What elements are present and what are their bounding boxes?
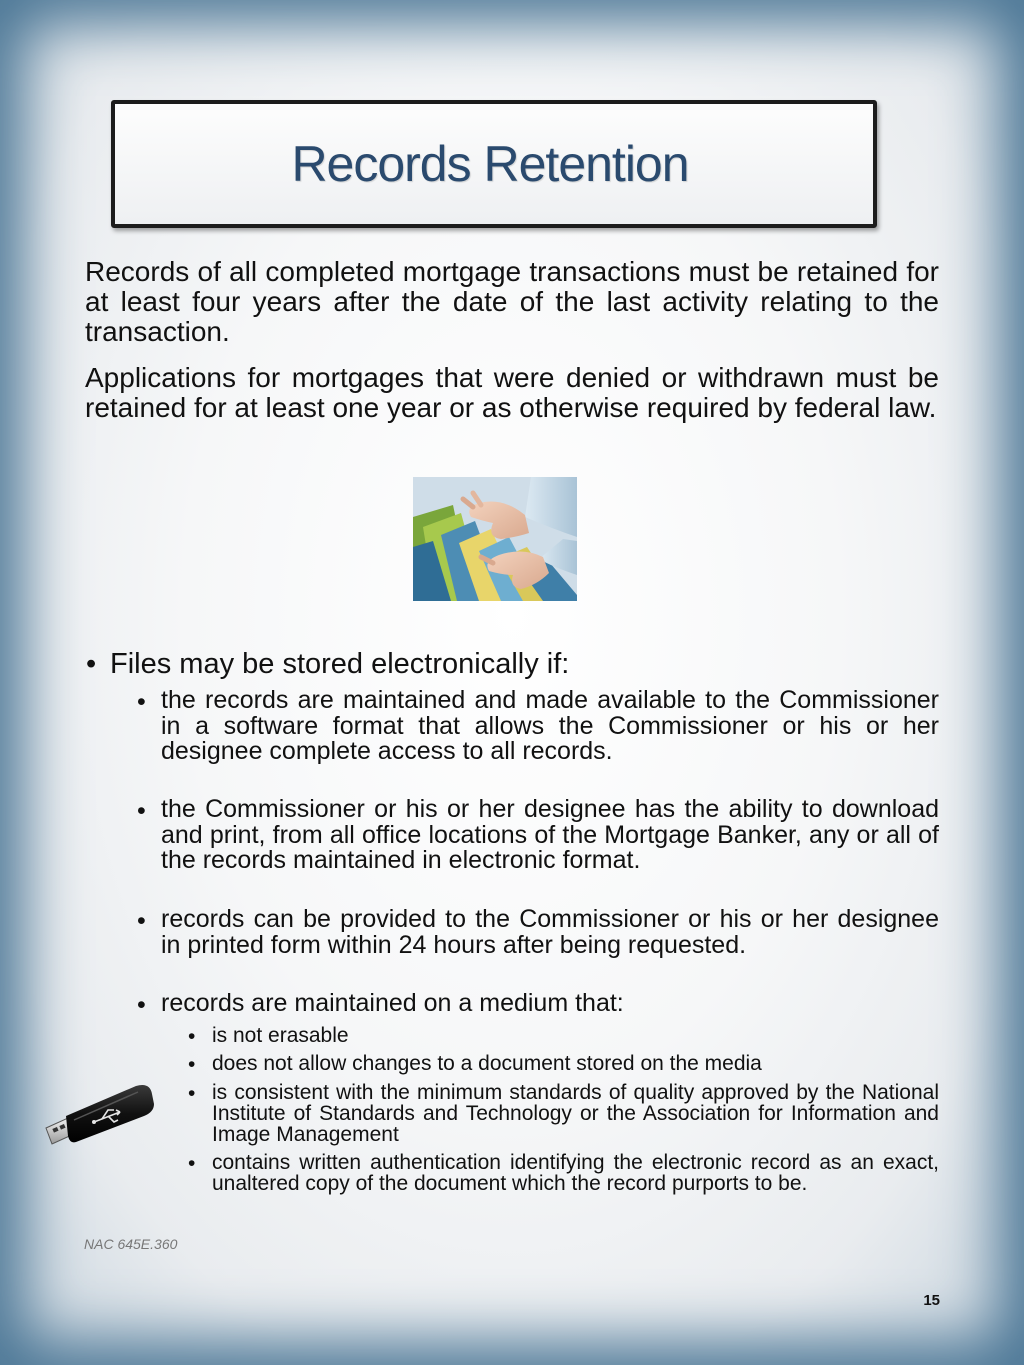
sub-bullet-medium: records are maintained on a medium that: (161, 989, 624, 1017)
page-number: 15 (923, 1292, 940, 1309)
medium-bullet-not-erasable: is not erasable (212, 1024, 349, 1047)
bullet-files-electronic: Files may be stored electronically if: (110, 648, 570, 680)
bullet-dot: • (188, 1025, 196, 1048)
bullet-dot: • (137, 907, 146, 935)
sub-bullet-software-format: the records are maintained and made available to the Commissioner in a software format that allows the Commissioner or his or her designee complete access to all records. (161, 686, 939, 765)
bullet-dot: • (188, 1053, 196, 1076)
citation: NAC 645E.360 (84, 1236, 178, 1252)
bullet-dot: • (137, 797, 146, 825)
medium-bullet-standards: is consistent with the minimum standards of quality approved by the National Institute of Standards and Technology or the Association for Information and Image Management (212, 1081, 939, 1146)
retention-paragraph-applications: Applications for mortgages that were denied or withdrawn must be retained for at least one year or as otherwise required by federal law. (85, 362, 939, 423)
usb-flash-drive-icon (44, 1080, 156, 1152)
bullet-dot: • (86, 648, 97, 680)
bullet-dot: • (137, 688, 146, 716)
title-box (111, 100, 877, 228)
bullet-dot: • (188, 1152, 196, 1175)
medium-bullet-no-changes: does not allow changes to a document stored on the media (212, 1052, 762, 1075)
hands-filing-records-photo (413, 477, 577, 601)
medium-bullet-authentication: contains written authentication identifying the electronic record as an exact, unaltered copy of the document which the record purports to be. (212, 1151, 939, 1195)
slide-title: Records Retention (291, 136, 689, 192)
sub-bullet-printed-form: records can be provided to the Commissioner or his or her designee in printed form within 24 hours after being requested. (161, 905, 939, 959)
bullet-dot: • (188, 1082, 196, 1105)
bullet-dot: • (137, 991, 146, 1019)
sub-bullet-download-print: the Commissioner or his or her designee has the ability to download and print, from all office locations of the Mortgage Banker, any or all of the records maintained in electronic format. (161, 795, 939, 874)
retention-paragraph-completed: Records of all completed mortgage transactions must be retained for at least four years after the date of the last activity relating to the transaction. (85, 256, 939, 347)
